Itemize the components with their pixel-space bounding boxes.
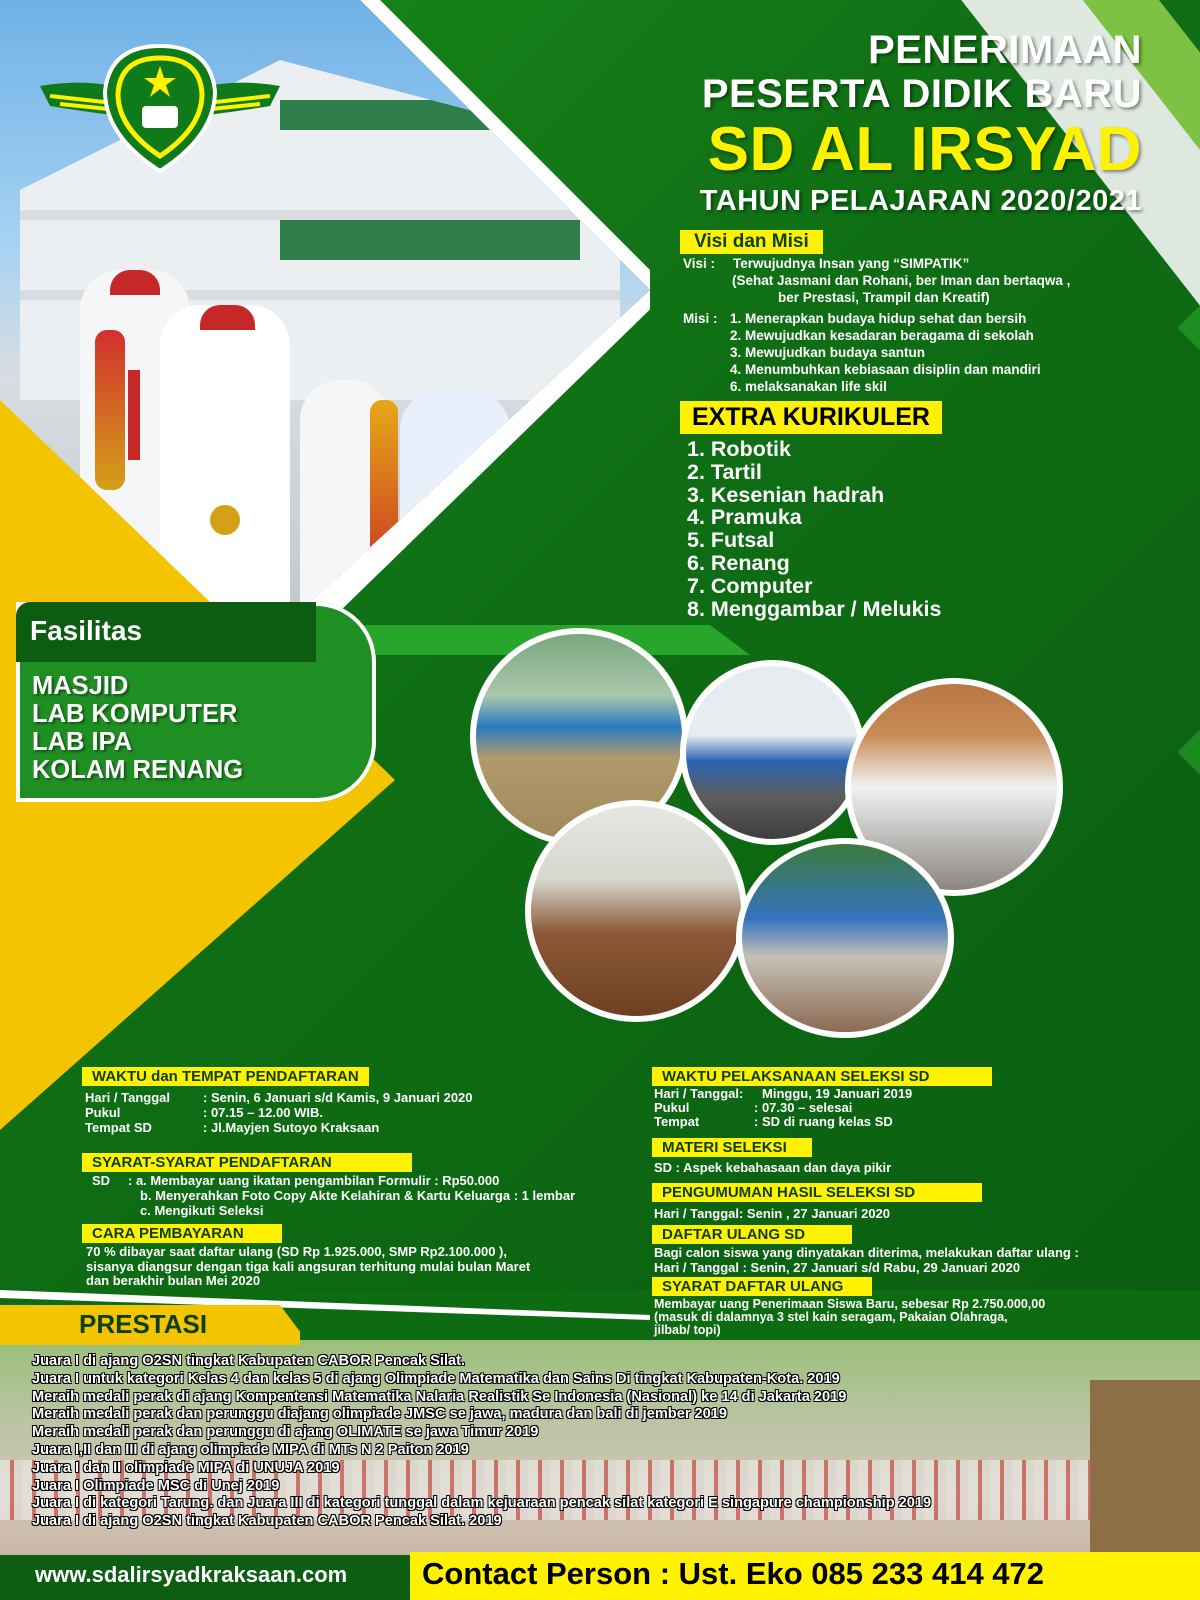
extra-list: [687, 438, 941, 620]
fasilitas-item: LAB KOMPUTER: [32, 700, 238, 728]
syarat-ulang-text: [654, 1298, 1045, 1337]
syarat-ulang-line: Membayar uang Penerimaan Siswa Baru, sebesar Rp 2.750.000,00: [654, 1297, 1046, 1311]
row-value: : SD di ruang kelas SD: [754, 1114, 893, 1129]
extra-item: 7. Computer: [687, 573, 813, 598]
header-line2: PESERTA DIDIK BARU: [701, 72, 1142, 116]
row-label: Tempat SD: [85, 1120, 152, 1135]
row-label: Pukul: [654, 1100, 690, 1115]
syarat-item: b. Menyerahkan Foto Copy Akte Kelahiran & Kartu Keluarga : 1 lembar: [140, 1188, 576, 1203]
syarat-tag: SYARAT-SYARAT PENDAFTARAN: [82, 1153, 412, 1172]
daftar-ulang-tag: DAFTAR ULANG SD: [652, 1225, 852, 1244]
fasilitas-list: [32, 672, 243, 784]
pembayaran-line: 70 % dibayar saat daftar ulang (SD Rp 1.925.000, SMP Rp2.100.000 ),: [86, 1244, 507, 1259]
prestasi-item: Juara I Olimpiade MSC di Unej 2019: [32, 1477, 280, 1494]
waktu-daftar-table: [85, 1090, 473, 1135]
syarat-item: : a. Membayar uang ikatan pengambilan Formulir : Rp50.000: [128, 1173, 500, 1188]
school-name: SD AL IRSYAD: [707, 115, 1142, 184]
prestasi-item: Juara I dan II olimpiade MIPA di UNUJA 2019: [32, 1459, 340, 1476]
prestasi-item: Juara I,II dan III di ajang olimpiade MIPA di MTs N 2 Paiton 2019: [32, 1441, 469, 1458]
row-value: Minggu, 19 Januari 2019: [762, 1086, 913, 1101]
extra-kurikuler-tag: EXTRA KURIKULER: [680, 401, 942, 434]
visi-line: ber Prestasi, Trampil dan Kreatif): [778, 290, 990, 305]
visi-line: (Sehat Jasmani dan Rohani, ber Iman dan bertaqwa ,: [732, 273, 1071, 288]
trophy-icon: [95, 330, 125, 490]
visi-label: Visi :: [683, 256, 716, 271]
row-label: Hari / Tanggal:: [654, 1086, 744, 1101]
prestasi-item: Meraih medali perak dan perunggu diajang olimpiade JMSC se jawa, madura dan bali di jember 2019: [32, 1406, 728, 1423]
row-value: : 07.30 – selesai: [754, 1100, 853, 1115]
fasilitas-item: KOLAM RENANG: [32, 756, 244, 784]
pengumuman-tag: PENGUMUMAN HASIL SELEKSI SD: [652, 1183, 982, 1202]
student-figure: [160, 305, 290, 615]
pembayaran-line: sisanya diangsur dengan tiga kali angsuran terhitung mulai bulan Maret: [86, 1258, 531, 1274]
al-irsyad-logo: [30, 36, 290, 176]
syarat-ulang-line: jilbab/ topi): [654, 1323, 721, 1337]
daftar-ulang-text: [654, 1246, 1079, 1275]
extra-item: 6. Renang: [687, 550, 790, 575]
misi-label: Misi :: [683, 311, 718, 326]
pembayaran-text: [86, 1245, 530, 1289]
photo-field-event: [736, 838, 954, 1038]
website-link[interactable]: www.sdalirsyadkraksaan.com: [35, 1562, 348, 1587]
visi-line: Terwujudnya Insan yang “SIMPATIK”: [733, 256, 970, 271]
daftar-ulang-line: Bagi calon siswa yang dinyatakan diterima, melakukan daftar ulang :: [654, 1245, 1079, 1260]
seleksi-tag: WAKTU PELAKSANAAN SELEKSI SD: [652, 1067, 992, 1086]
photo-beach-trip: [680, 660, 865, 845]
prestasi-item: Meraih medali perak di ajang Kompentensi Matematika Nalaria Realistik Se Indonesia (Nasional) ke 14 di Jakarta 2019: [32, 1388, 847, 1405]
row-label: Hari / Tanggal: [85, 1090, 170, 1105]
prestasi-item: Juara I di ajang O2SN tingkat Kabupaten CABOR Pencak Silat. 2019: [32, 1513, 502, 1530]
photo-classroom: [525, 800, 747, 1022]
prestasi-item: Juara I untuk kategori Kelas 4 dan kelas 5 di ajang Olimpiade Matematika dan Sains Di tingkat Kabupaten-Kota. 2019: [32, 1370, 840, 1387]
prestasi-list: [32, 1353, 931, 1531]
row-value: : Jl.Mayjen Sutoyo Kraksaan: [203, 1120, 380, 1135]
syarat-ulang-line: (masuk di dalamnya 3 stel kain seragam, Pakaian Olahraga,: [654, 1310, 1008, 1324]
seleksi-table: [654, 1087, 912, 1129]
row-value: : 07.15 – 12.00 WIB.: [203, 1105, 323, 1120]
extra-item: 2. Tartil: [687, 459, 762, 484]
row-label: Tempat: [654, 1114, 700, 1129]
contact-person: Contact Person : Ust. Eko 085 233 414 472: [422, 1556, 1045, 1591]
pengumuman-text: Hari / Tanggal: Senin , 27 Januari 2020: [654, 1206, 891, 1221]
visi-misi-tag: Visi dan Misi: [680, 230, 823, 254]
balcony-railing: [280, 220, 580, 260]
prestasi-item: Juara I di kategori Tarung. dan Juara III di kategori tunggal dalam kejuaraan pencak silat kategori E singapure championship 2019: [32, 1495, 932, 1512]
extra-item: 3. Kesenian hadrah: [687, 482, 885, 507]
materi-text: SD : Aspek kebahasaan dan daya pikir: [654, 1160, 892, 1175]
row-label: Pukul: [85, 1105, 121, 1120]
misi-item: 6. melaksanakan life skil: [730, 379, 887, 394]
row-value: : Senin, 6 Januari s/d Kamis, 9 Januari 2020: [203, 1090, 473, 1105]
medal: [210, 505, 240, 535]
header-line1: PENERIMAAN: [868, 28, 1142, 72]
prestasi-item: Juara I di ajang O2SN tingkat Kabupaten CABOR Pencak Silat.: [32, 1353, 466, 1369]
fasilitas-item: MASJID: [32, 672, 129, 700]
misi-item: 2. Mewujudkan kesadaran beragama di sekolah: [730, 328, 1034, 343]
syarat-ulang-tag: SYARAT DAFTAR ULANG: [652, 1277, 872, 1296]
extra-item: 1. Robotik: [687, 437, 791, 461]
syarat-item: c. Mengikuti Seleksi: [140, 1203, 264, 1218]
syarat-list: [128, 1173, 575, 1218]
misi-item: 3. Mewujudkan budaya santun: [730, 345, 926, 360]
materi-tag: MATERI SELEKSI: [652, 1138, 812, 1157]
pembayaran-tag: CARA PEMBAYARAN: [82, 1224, 282, 1243]
extra-item: 4. Pramuka: [687, 505, 802, 530]
extra-item: 8. Menggambar / Melukis: [687, 596, 942, 621]
syarat-label: SD: [92, 1173, 111, 1188]
misi-item: 4. Menumbuhkan kebiasaan disiplin dan mandiri: [730, 362, 1041, 377]
misi-item: 1. Menerapkan budaya hidup sehat dan bersih: [730, 311, 1027, 326]
daftar-ulang-line: Hari / Tanggal : Senin, 27 Januari s/d Rabu, 29 Januari 2020: [654, 1259, 1021, 1275]
fasilitas-title: Fasilitas: [30, 615, 143, 646]
pembayaran-line: dan berakhir bulan Mei 2020: [86, 1273, 261, 1288]
prestasi-title: PRESTASI: [79, 1309, 208, 1339]
waktu-daftar-tag: WAKTU dan TEMPAT PENDAFTARAN: [82, 1067, 369, 1086]
extra-item: 5. Futsal: [687, 528, 775, 553]
academic-year: TAHUN PELAJARAN 2020/2021: [699, 185, 1142, 217]
prestasi-item: Meraih medali perak dan perunggu di ajang OLIMATE se jawa Timur 2019: [32, 1424, 539, 1441]
fasilitas-item: LAB IPA: [32, 728, 133, 756]
